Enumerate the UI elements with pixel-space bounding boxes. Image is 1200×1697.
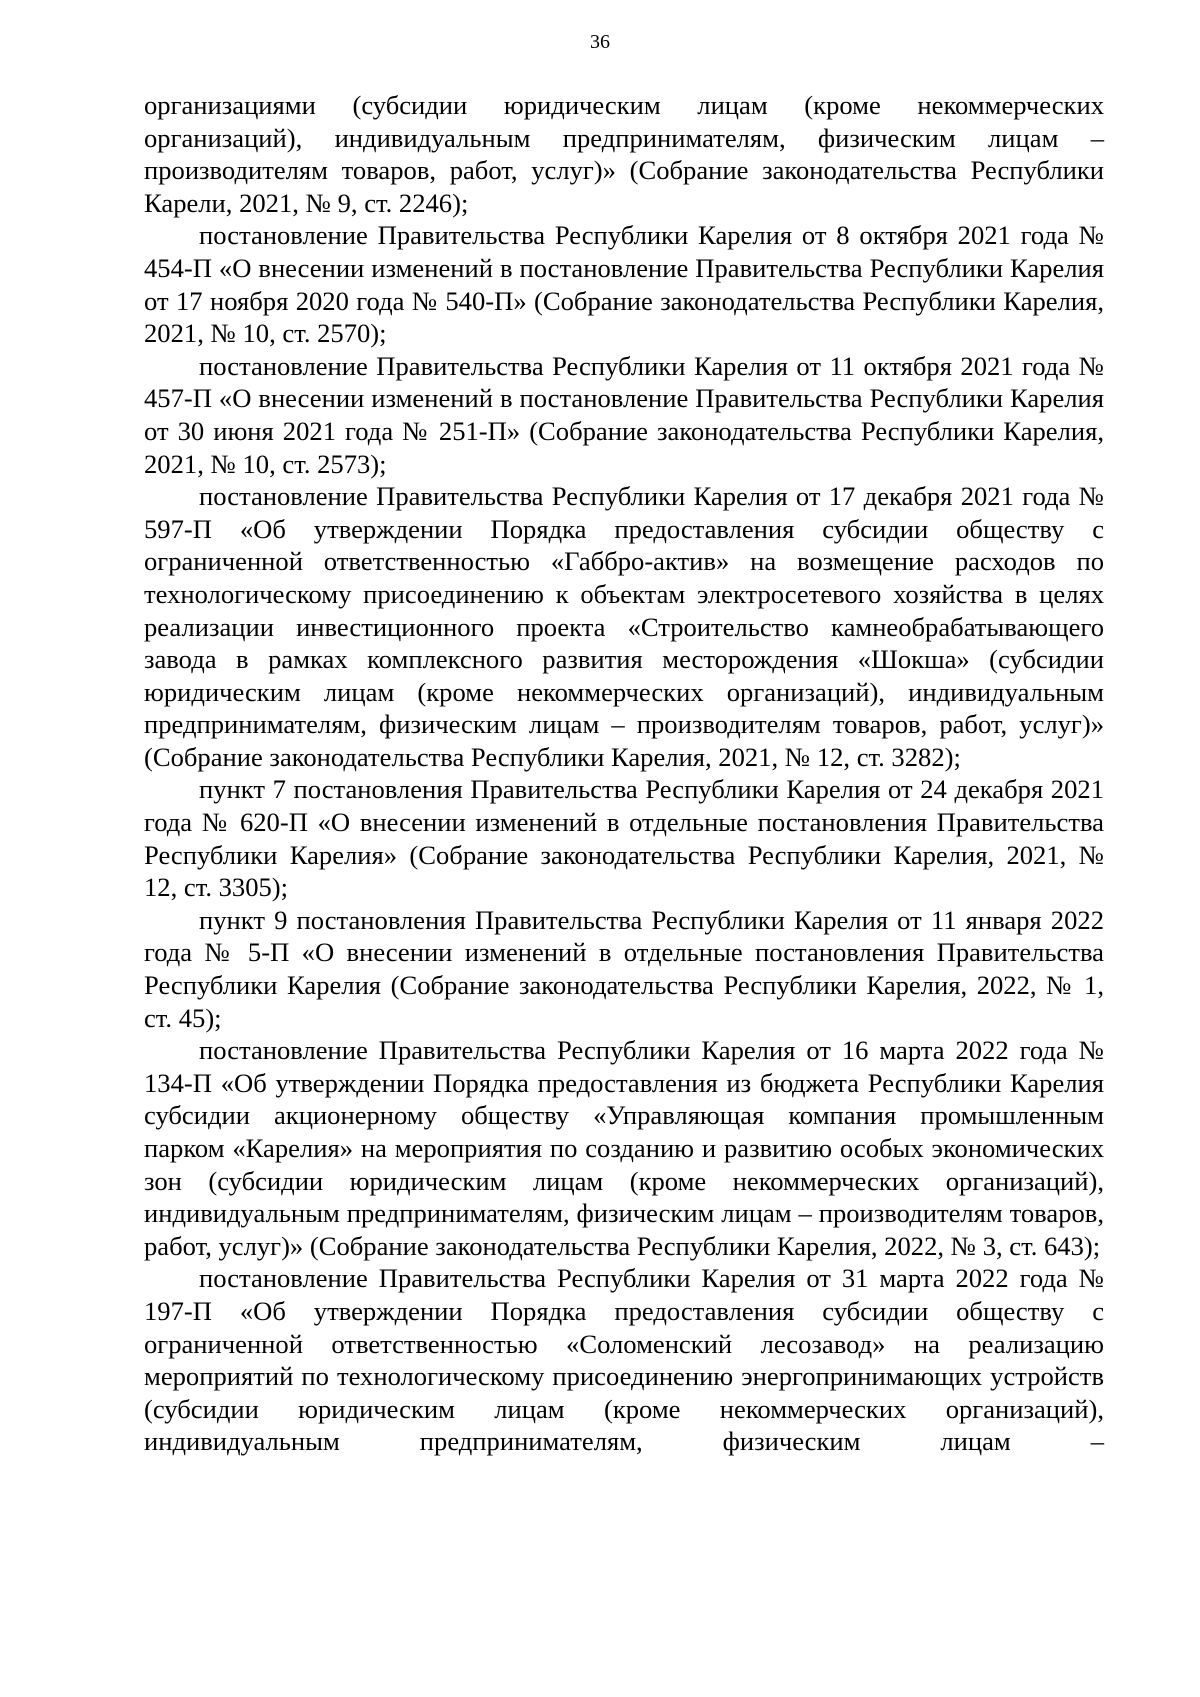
paragraph-resolution-5-p: пункт 9 постановления Правительства Республики Карелия от 11 января 2022 года № 5-П «О внесении изменений в отдельные постановления Правительства Республики Карелия (Собрание законодательства Республики Карелия, 2022, № 1, ст. 45); [144,904,1104,1033]
paragraph-continuation: организациями (субсидии юридическим лицам (кроме некоммерческих организаций), индивидуальным предпринимателям, физическим лицам – производителям товаров, работ, услуг)» (Собрание законодательства Республики Карели, 2021, № 9, ст. 2246); [144,90,1104,218]
paragraph-resolution-620-p: пункт 7 постановления Правительства Республики Карелия от 24 декабря 2021 года № 620-П «О внесении изменений в отдельные постановления Правительства Республики Карелия» (Собрание законодательства Республики Карелия, 2021, № 12, ст. 3305); [144,774,1104,903]
paragraph-resolution-457-p: постановление Правительства Республики Карелия от 11 октября 2021 года № 457-П «О внесении изменений в постановление Правительства Республики Карелия от 30 июня 2021 года № 251-П» (Собрание законодательства Республики Карелия, 2021, № 10, ст. 2573); [144,350,1104,479]
paragraph-resolution-597-p: постановление Правительства Республики Карелия от 17 декабря 2021 года № 597-П «Об утверждении Порядка предоставления субсидии обществу с ограниченной ответственностью «Габбро-актив» на возмещение расходов по технологическому присоединению к объектам электросетевого хозяйства в целях реализации инвестиционного проекта «Строительство камнеобрабатывающего завода в рамках комплексного развития месторождения «Шокша» (субсидии юридическим лицам (кроме некоммерческих организаций), индивидуальным предпринимателям, физическим лицам – производителям товаров, работ, услуг)» (Собрание законодательства Республики Карелия, 2021, № 12, ст. 3282); [144,481,1104,772]
paragraph-resolution-454-p: постановление Правительства Республики Карелия от 8 октября 2021 года № 454-П «О внесении изменений в постановление Правительства Республики Карелия от 17 ноября 2020 года № 540-П» (Собрание законодательства Республики Карелия, 2021, № 10, ст. 2570); [144,220,1104,349]
paragraph-resolution-134-p: постановление Правительства Республики Карелия от 16 марта 2022 года № 134-П «Об утверждении Порядка предоставления из бюджета Республики Карелия субсидии акционерному обществу «Управляющая компания промышленным парком «Карелия» на мероприятия по созданию и развитию особых экономических зон (субсидии юридическим лицам (кроме некоммерческих организаций), индивидуальным предпринимателям, физическим лицам – производителям товаров, работ, услуг)» (Собрание законодательства Республики Карелия, 2022, № 3, ст. 643); [144,1035,1104,1261]
paragraph-resolution-197-p: постановление Правительства Республики Карелия от 31 марта 2022 года № 197-П «Об утверждении Порядка предоставления субсидии обществу с ограниченной ответственностью «Соломенский лесозавод» на реализацию мероприятий по технологическому присоединению энергопринимающих устройств (субсидии юридическим лицам (кроме некоммерческих организаций), индивидуальным предпринимателям, физическим лицам – [144,1263,1104,1457]
page-number: 36 [590,31,610,53]
document-body [144,89,1104,1458]
